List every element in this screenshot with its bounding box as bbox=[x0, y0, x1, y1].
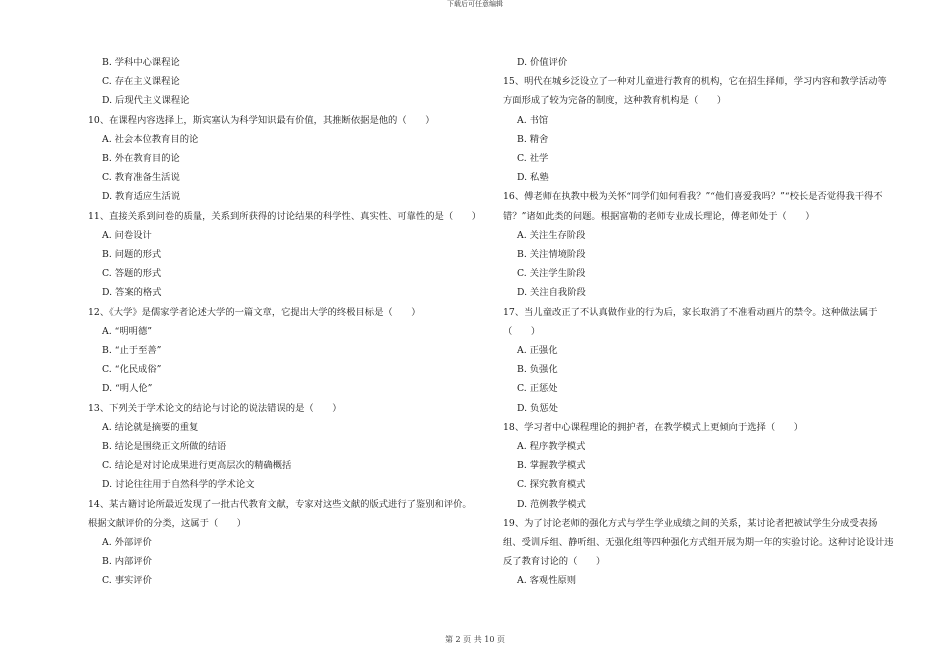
question-block bbox=[88, 111, 480, 207]
question-stem: 15、明代在城乡泛设立了一种对儿童进行教育的机构，它在招生择师，学习内容和教学活动等方面形成了较为完备的制度，这种教育机构是（ ） bbox=[503, 76, 887, 107]
answer-option: B. 问题的形式 bbox=[102, 249, 162, 261]
answer-option: A. 社会本位教育目的论 bbox=[102, 133, 199, 145]
answer-option: D. 范例教学模式 bbox=[517, 498, 586, 510]
answer-option: C. “化民成俗” bbox=[102, 364, 162, 376]
question-stem: 17、当儿童改正了不认真做作业的行为后，家长取消了不准看动画片的禁令。这种做法属于（ ） bbox=[503, 306, 878, 337]
left-column bbox=[88, 53, 480, 591]
question-block bbox=[88, 53, 480, 111]
page-footer: 第 2 页 共 10 页 bbox=[445, 635, 505, 644]
answer-option: B. 结论是围绕正文所做的结语 bbox=[102, 441, 227, 453]
answer-option: A. 问卷设计 bbox=[102, 229, 152, 241]
answer-option: B. “止于至善” bbox=[102, 345, 162, 357]
answer-option: C. 事实评价 bbox=[102, 575, 152, 587]
answer-option: A. 程序教学模式 bbox=[517, 441, 586, 453]
answer-option: C. 答题的形式 bbox=[102, 268, 162, 280]
answer-option: D. 价值评价 bbox=[517, 57, 568, 68]
answer-option: A. 书馆 bbox=[517, 114, 549, 126]
question-block bbox=[503, 72, 895, 187]
answer-option: D. 答案的格式 bbox=[102, 287, 162, 299]
answer-option: D. 关注自我阶段 bbox=[517, 287, 586, 299]
answer-option: D. 讨论往往用于自然科学的学术论文 bbox=[102, 479, 255, 491]
answer-option: D. “明人伦” bbox=[102, 383, 153, 395]
question-stem: 10、在课程内容选择上，斯宾塞认为科学知识最有价值，其推断依据是他的（ ） bbox=[88, 114, 435, 126]
question-block bbox=[503, 187, 895, 302]
answer-option: B. 掌握教学模式 bbox=[517, 460, 586, 472]
question-block bbox=[88, 495, 480, 591]
answer-option: B. 外在教育目的论 bbox=[102, 153, 180, 165]
answer-option: C. 结论是对讨论成果进行更高层次的精确概括 bbox=[102, 460, 292, 472]
question-block bbox=[88, 303, 480, 399]
answer-option: A. 正强化 bbox=[517, 345, 558, 357]
answer-option: B. 关注情境阶段 bbox=[517, 249, 586, 261]
right-column bbox=[503, 53, 895, 591]
answer-option: A. 关注生存阶段 bbox=[517, 229, 586, 241]
answer-option: C. 教育准备生活说 bbox=[102, 172, 180, 184]
answer-option: B. 内部评价 bbox=[102, 556, 152, 568]
question-block bbox=[503, 514, 895, 591]
answer-option: D. 教育适应生活说 bbox=[102, 191, 181, 203]
answer-option: B. 负强化 bbox=[517, 364, 558, 376]
question-stem: 19、为了讨论老师的强化方式与学生学业成绩之间的关系，某讨论者把被试学生分成受表扬组、受训斥组、静听组、无强化组等四种强化方式组开展为期一年的实验讨论。这种讨论设计违反了教育讨论的（ ） bbox=[503, 517, 894, 568]
answer-option: A. “明明德” bbox=[102, 325, 153, 337]
answer-option: A. 结论就是摘要的重复 bbox=[102, 421, 199, 433]
answer-option: B. 学科中心课程论 bbox=[102, 57, 180, 68]
question-stem: 18、学习者中心课程理论的拥护者，在教学模式上更倾向于选择（ ） bbox=[503, 421, 804, 433]
answer-option: C. 社学 bbox=[517, 153, 549, 165]
question-stem: 11、直接关系到问卷的质量，关系到所获得的讨论结果的科学性、真实性、可靠性的是（ ） bbox=[88, 210, 482, 222]
answer-option: C. 探究教育模式 bbox=[517, 479, 586, 491]
answer-option: D. 后现代主义课程论 bbox=[102, 95, 190, 107]
question-block bbox=[503, 303, 895, 418]
answer-option: D. 负惩处 bbox=[517, 402, 558, 414]
answer-option: C. 存在主义课程论 bbox=[102, 76, 180, 88]
answer-option: C. 关注学生阶段 bbox=[517, 268, 586, 280]
answer-option: C. 正惩处 bbox=[517, 383, 558, 395]
answer-option: B. 精舍 bbox=[517, 133, 549, 145]
answer-option: D. 私塾 bbox=[517, 172, 549, 184]
question-block bbox=[503, 418, 895, 514]
question-block bbox=[503, 53, 895, 72]
question-stem: 12、《大学》是儒家学者论述大学的一篇文章，它提出大学的终极目标是（ ） bbox=[88, 306, 421, 318]
question-stem: 16、傅老师在执教中极为关怀“同学们如何看我？”“他们喜爱我吗？”“校长是否觉得我干得不错？”诸如此类的问题。根据富勒的老师专业成长理论，傅老师处于（ ） bbox=[503, 191, 883, 222]
page-header: 下载后可任意编辑 bbox=[447, 0, 503, 8]
question-block bbox=[88, 207, 480, 303]
question-stem: 14、某古籍讨论所最近发现了一批古代教育文献，专家对这些文献的版式进行了鉴别和评价。根据文献评价的分类，这属于（ ） bbox=[88, 498, 472, 529]
question-stem: 13、下列关于学术论文的结论与讨论的说法错误的是（ ） bbox=[88, 402, 342, 414]
question-block bbox=[88, 399, 480, 495]
answer-option: A. 外部评价 bbox=[102, 537, 152, 549]
answer-option: A. 客观性原则 bbox=[517, 575, 577, 587]
